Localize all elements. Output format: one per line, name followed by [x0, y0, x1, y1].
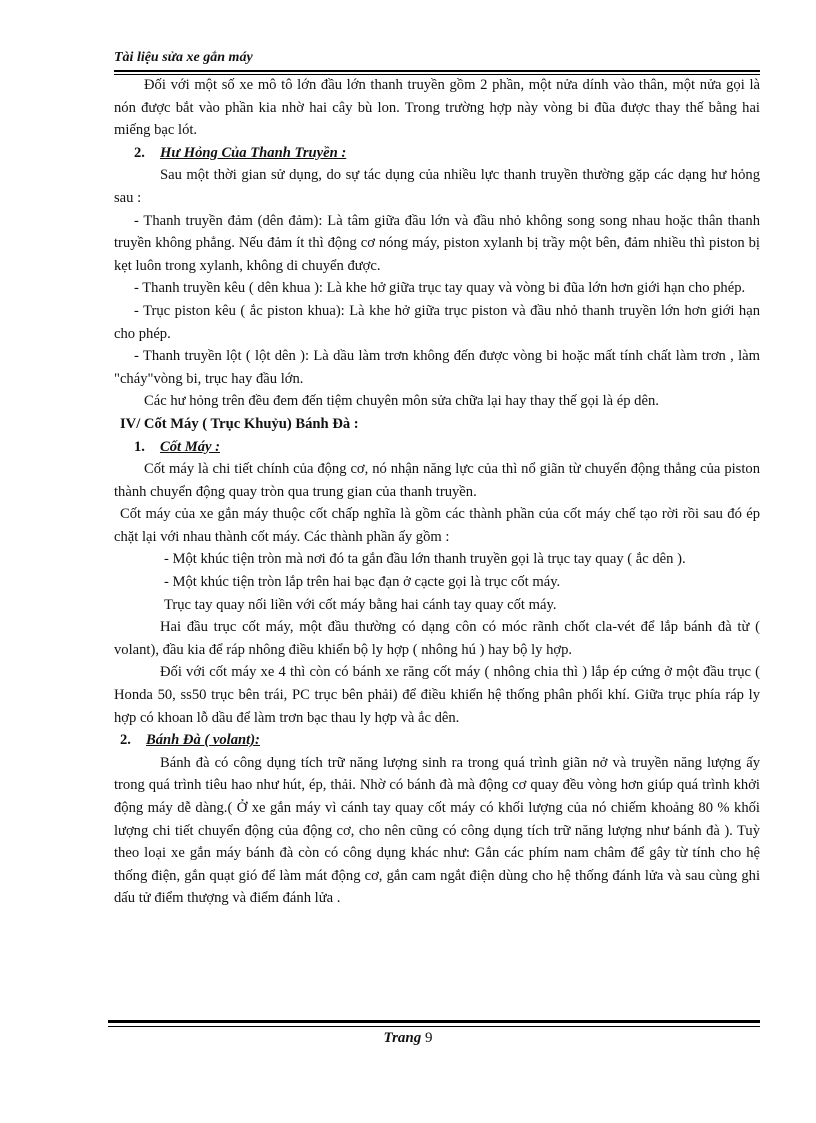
- section-number: 2.: [134, 144, 145, 161]
- paragraph-repair: Các hư hỏng trên đều đem đến tiệm chuyên môn sửa chữa lại hay thay thế gọi là ép dên.: [144, 393, 659, 410]
- section-heading-crankshaft: [114, 436, 760, 459]
- list-item-piston-pin-knock: - Trục piston kêu ( ắc piston khua): Là khe hở giữa trục piston và đầu nhỏ thanh truyền lớn hơn giới hạn cho phép.: [114, 302, 760, 342]
- chapter-heading-crankshaft: IV/ Cốt Máy ( Trục Khuỷu) Bánh Đà :: [120, 415, 359, 432]
- header-rule: [114, 70, 760, 72]
- page-number: 9: [425, 1030, 433, 1046]
- section-heading-flywheel: [114, 729, 760, 752]
- section-heading-damage: [114, 142, 760, 165]
- paragraph-damage-intro: Sau một thời gian sử dụng, do sự tác dụng của nhiều lực thanh truyền thường gặp các dạng hư hỏng sau :: [114, 167, 760, 206]
- section-title: Bánh Đà ( volant):: [146, 732, 260, 749]
- list-item-main-journal: - Một khúc tiện tròn lắp trên hai bạc đạn ở cạcte gọi là trục cốt máy.: [164, 574, 561, 591]
- section-title: Hư Hỏng Của Thanh Truyền :: [160, 144, 347, 161]
- section-title: Cốt Máy :: [160, 438, 220, 455]
- footer-rule-thin: [108, 1026, 760, 1027]
- list-item-rod-peel: - Thanh truyền lột ( lột dên ): Là dầu làm trơn không đến được vòng bi hoặc mất tính chất làm trơn , làm "cháy"vòng bi, trục hay đầu lớn.: [114, 348, 760, 387]
- section-number: 2.: [120, 732, 131, 749]
- list-item-bent-rod: - Thanh truyền đảm (dên đảm): Là tâm giữa đầu lớn và đầu nhỏ không song song nhau hoặc thân thanh truyền không phẳng. Nếu đảm ít thì động cơ nóng máy, piston xylanh bị trầy một bên, đảm nhiều thì piston bị kẹt luôn trong xylanh, không di chuyển được.: [114, 212, 760, 274]
- paragraph-crankshaft-assembly: Cốt máy của xe gắn máy thuộc cốt chấp nghĩa là gồm các thành phần của cốt máy chế tạo rời rồi sau đó ép chặt lại với nhau thành cốt máy. Các thành phần ấy gồm :: [114, 506, 760, 545]
- paragraph-crank-ends: Hai đầu trục cốt máy, một đầu thường có dạng côn có móc rãnh chốt cla-vét để lắp bánh đà từ ( volant), đầu kia để ráp nhông điều khiển bộ ly hợp ( nhông hú ) hay bộ ly hợp.: [114, 619, 760, 658]
- list-item-crank-pin: - Một khúc tiện tròn mà nơi đó ta gắn đầu lớn thanh truyền gọi là trục tay quay ( ắc dên ).: [164, 551, 686, 568]
- paragraph-four-stroke: Đối với cốt máy xe 4 thì còn có bánh xe răng cốt máy ( nhông chia thì ) lắp ép cứng ở một đầu trục ( Honda 50, ss50 trục bên trái, PC trục bên phải) để điều khiển hệ thống phân phối khí. Giữa trục phía ráp ly hợp có khoan lỗ dầu để làm trơn bạc thau ly hợp và ắc dên.: [114, 664, 760, 726]
- list-item-knocking-rod: - Thanh truyền kêu ( dên khua ): Là khe hở giữa trục tay quay và vòng bi đũa lớn hơn giới hạn cho phép.: [134, 280, 746, 297]
- page-content: [114, 74, 760, 910]
- paragraph-intro: Đối với một số xe mô tô lớn đầu lớn thanh truyền gồm 2 phần, một nửa dính vào thân, một nửa gọi là nón được bắt vào phần kia nhờ hai cây bù lon. Trong trường hợp này vòng bi đũa được thay thế bằng hai miếng bạc lót.: [114, 77, 760, 139]
- page-label: Trang: [383, 1030, 422, 1046]
- paragraph-crankshaft-def: Cốt máy là chi tiết chính của động cơ, nó nhận năng lực của thì nổ giãn từ chuyển động thẳng của piston thành chuyển động quay tròn qua trung gian của thanh truyền.: [114, 461, 760, 500]
- paragraph-flywheel: Bánh đà có công dụng tích trữ năng lượng sinh ra trong quá trình giãn nở và truyền năng lượng ấy trong quá trình tiêu hao như hút, ép, thải. Nhờ có bánh đà mà động cơ quay đều vòng hơn giúp quá trình khởi động máy dễ dàng.( Ở xe gắn máy vì cánh tay quay cốt máy có khối lượng của nó chiếm khoảng 80 % khối lượng chi tiết chuyển động của động cơ, cho nên cũng có công dụng tích trữ năng lượng như bánh đà ). Tuỳ theo loại xe gắn máy bánh đà còn có công dụng khác như: Gắn các phím nam châm để gây từ tính cho hệ thống điện, gắn quạt gió để làm mát động cơ, gắn cam ngắt điện dùng cho hệ thống đánh lửa và sau cùng ghi dấu tử điểm thượng và điểm đánh lửa .: [114, 754, 760, 907]
- header-title: Tài liệu sửa xe gắn máy: [114, 50, 253, 65]
- paragraph-crank-arms: Trục tay quay nối liền với cốt máy bằng hai cánh tay quay cốt máy.: [164, 596, 557, 613]
- section-number: 1.: [134, 438, 145, 455]
- footer-rule: [108, 1020, 760, 1023]
- page-footer: [0, 1030, 816, 1047]
